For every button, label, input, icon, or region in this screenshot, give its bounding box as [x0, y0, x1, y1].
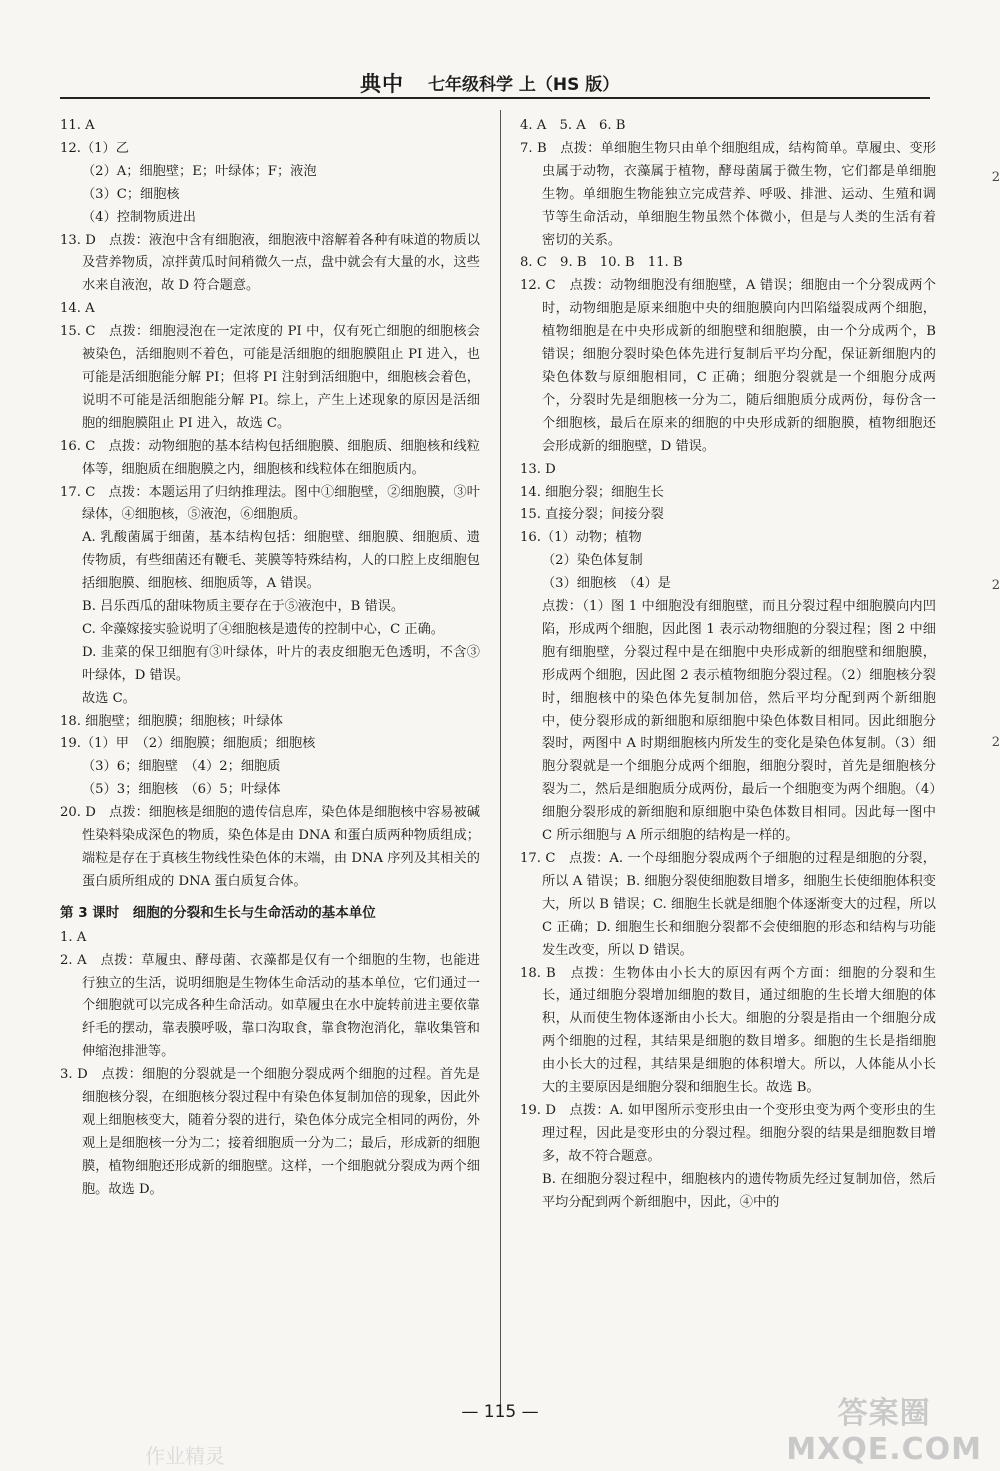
answer-item: 15. C 点拨：细胞浸泡在一定浓度的 PI 中，仅有死亡细胞的细胞核会被染色，活细胞则不着色，可能是活细胞的细胞膜阻止 PI 进入，也可能是活细胞能分解 PI；但将 PI 注射到活细胞中，细胞核会着色，说明不可能是活细胞能分解 PI。综上，产生上述现象的原因是活细胞的细胞膜阻止 PI 进入，故选 C。 — [60, 324, 480, 431]
answer-item: 17. C 点拨：本题运用了归纳推理法。图中①细胞壁，②细胞膜，③叶绿体，④细胞核，⑤液泡，⑥细胞质。 — [60, 484, 480, 523]
answer-item: 17. C 点拨：A. 一个母细胞分裂成两个子细胞的过程是细胞的分裂，所以 A 错误；B. 细胞分裂使细胞数目增多，细胞生长使细胞体积变大，所以 B 错误；C. 细胞生长就是细胞个体逐渐变大的过程，所以 C 正确；D. 细胞生长和细胞分裂都不会使细胞的形态和结构与功能发生改变，所以 D 错误。 — [520, 851, 936, 958]
header-rule — [60, 97, 930, 99]
answer-item: 12.（1）乙 — [60, 140, 129, 156]
edge-mark: 2 — [991, 170, 1000, 185]
answer-item: （4）控制物质进出 — [82, 209, 196, 225]
answer-item: 12. C 点拨：动物细胞没有细胞壁，A 错误；细胞由一个分裂成两个时，动物细胞是原来细胞中央的细胞膜向内凹陷缢裂成两个细胞，植物细胞是在中央形成新的细胞壁和细胞膜，由一个分成两个，B 错误；细胞分裂时染色体先进行复制后平均分配，保证新细胞内的染色体数与原细胞相同，C 正确；细胞分裂就是一个细胞分成两个，分裂时先是细胞核一分为二，随后细胞质分成两份，每份含一个细胞核，最后在原来的细胞的中央形成新的细胞膜，植物细胞还会形成新的细胞壁，D 错误。 — [520, 278, 936, 454]
answer-item: 3. D 点拨：细胞的分裂就是一个细胞分裂成两个细胞的过程。首先是细胞核分裂，在细胞核分裂过程中有染色体复制加倍的现象，因此外观上细胞核变大，随着分裂的进行，染色体分成完全相同的两份，外观上是细胞核一分为二；接着细胞质一分为二；最后，形成新的细胞膜，植物细胞还形成新的细胞壁。这样，一个细胞就分裂成为两个细胞。故选 D。 — [60, 1067, 480, 1197]
answer-item: （2）A；细胞壁；E；叶绿体；F；液泡 — [82, 163, 317, 179]
answer-item: （3）细胞核 （4）是 — [542, 576, 671, 592]
right-column — [520, 115, 936, 1215]
answer-item: （3）C；细胞核 — [82, 186, 180, 202]
answer-item: A. 乳酸菌属于细菌，基本结构包括：细胞壁、细胞膜、细胞质、遗传物质，有些细菌还有鞭毛、荚膜等特殊结构，人的口腔上皮细胞包括细胞膜、细胞核、细胞质等，A 错误。 — [82, 530, 480, 592]
answer-item: （3）6；细胞壁 （4）2；细胞质 — [82, 759, 281, 775]
answer-item: 15. 直接分裂；间接分裂 — [520, 507, 664, 523]
answer-item: 点拨：（1）图 1 中细胞没有细胞壁，而且分裂过程中细胞膜向内凹陷，形成两个细胞，因此图 1 表示动物细胞的分裂过程；图 2 中细胞有细胞壁，分裂过程中是在细胞中央形成新的细胞壁和细胞膜，形成两个细胞，因此图 2 表示植物细胞分裂过程。（2）细胞核分裂时，细胞核中的染色体先复制加倍，然后平均分配到两个新细胞中，使分裂形成的新细胞和原细胞中染色体数目相同。因此细胞分裂时，两图中 A 时期细胞核内所发生的变化是染色体复制。（3）细胞分裂就是一个细胞分成两个细胞，细胞分裂时，首先是细胞核分裂为二，然后是细胞质分成两份，最后一个细胞变为两个细胞。（4）细胞分裂形成的新细胞和原细胞中染色体数目相同。因此每一图中 C 所示细胞与 A 所示细胞的结构是一样的。 — [542, 599, 936, 844]
answer-item: 16. C 点拨：动物细胞的基本结构包括细胞膜、细胞质、细胞核和线粒体等，细胞质在细胞膜之内，细胞核和线粒体在细胞质内。 — [60, 438, 480, 477]
answer-item: 11. A — [60, 118, 95, 133]
answer-item: 20. D 点拨：细胞核是细胞的遗传信息库，染色体是细胞核中容易被碱性染料染成深色的物质，染色体是由 DNA 和蛋白质两种物质组成；端粒是存在于真核生物线性染色体的末端，由 DNA 序列及其相关的蛋白质所组成的 DNA 蛋白质复合体。 — [60, 805, 480, 889]
section-heading: 第 3 课时 细胞的分裂和生长与生命活动的基本单位 — [60, 904, 376, 921]
answer-item: 18. B 点拨：生物体由小长大的原因有两个方面：细胞的分裂和生长，通过细胞分裂增加细胞的数目，通过细胞的生长增大细胞的体积，从而使生物体逐渐由小长大。细胞的分裂是指由一个细胞分成两个细胞的过程，其结果是细胞的数目增多。细胞的生长是指细胞由小长大的过程，其结果是细胞的体积增大。所以，人体能从小长大的主要原因是细胞分裂和细胞生长。故选 B。 — [520, 965, 936, 1096]
edge-mark: 2 — [991, 735, 1000, 750]
page-number: — 115 — — [461, 1402, 539, 1422]
answer-item: 19. D 点拨：A. 如甲图所示变形虫由一个变形虫变为两个变形虫的生理过程，因此是变形虫的分裂过程。细胞分裂的结果是细胞数目增多，故不符合题意。 — [520, 1102, 936, 1164]
answer-item: C. 伞藻嫁接实验说明了④细胞核是遗传的控制中心，C 正确。 — [82, 621, 444, 637]
column-divider — [500, 110, 501, 1410]
answer-item: 1. A — [60, 929, 87, 945]
page-header — [60, 68, 930, 94]
brand-logo: 典中 — [360, 72, 404, 96]
answer-item: 16.（1）动物；植物 — [520, 530, 642, 546]
answer-item: 13. D 点拨：液泡中含有细胞液，细胞液中溶解着各种有味道的物质以及营养物质，凉拌黄瓜时间稍微久一点，盘中就会有大量的水，这些水来自液泡，故 D 符合题意。 — [60, 232, 480, 294]
answer-item: B. 吕乐西瓜的甜味物质主要存在于⑤液泡中，B 错误。 — [82, 599, 405, 615]
answer-item: 8. C 9. B 10. B 11. B — [520, 255, 683, 271]
answer-item: 2. A 点拨：草履虫、酵母菌、衣藻都是仅有一个细胞的生物，也能进行独立的生活，说明细胞是生物体生命活动的基本单位，它们通过一个细胞就可以完成各种生命活动。如草履虫在水中旋转前进主要依靠纤毛的摆动，靠表膜呼吸，靠口沟取食，靠食物泡消化，靠收集管和伸缩泡排泄等。 — [60, 952, 480, 1060]
left-column — [60, 115, 480, 1202]
watermark-secondary: 作业精灵 — [145, 1444, 225, 1468]
answer-item: 13. D — [520, 461, 556, 477]
answer-item: D. 韭菜的保卫细胞有③叶绿体，叶片的表皮细胞无色透明，不含③叶绿体，D 错误。 — [82, 644, 480, 683]
answer-item: 4. A 5. A 6. B — [520, 118, 626, 133]
edge-mark: 2 — [991, 578, 1000, 593]
answer-item: 14. A — [60, 301, 95, 317]
answer-item: （5）3；细胞核 （6）5；叶绿体 — [82, 782, 281, 798]
answer-item: 19.（1）甲 （2）细胞膜；细胞质；细胞核 — [60, 736, 316, 752]
page-title: 七年级科学 上（HS 版） — [428, 75, 620, 95]
answer-item: 7. B 点拨：单细胞生物只由单个细胞组成，结构简单。草履虫、变形虫属于动物，衣藻属于植物，酵母菌属于微生物，它们都是单细胞生物。单细胞生物能独立完成营养、呼吸、排泄、运动、生殖和调节等生命活动，单细胞生物虽然个体微小，但是与人类的生活有着密切的关系。 — [520, 140, 936, 248]
answer-item: 故选 C。 — [82, 690, 136, 706]
answer-item: 18. 细胞壁；细胞膜；细胞核；叶绿体 — [60, 713, 283, 729]
answer-item: （2）染色体复制 — [542, 553, 643, 569]
watermark: 答案圈 MXQE.COM — [786, 1396, 982, 1467]
answer-item: B. 在细胞分裂过程中，细胞核内的遗传物质先经过复制加倍，然后平均分配到两个新细胞中，因此，④中的 — [542, 1171, 936, 1210]
answer-item: 14. 细胞分裂；细胞生长 — [520, 484, 664, 500]
